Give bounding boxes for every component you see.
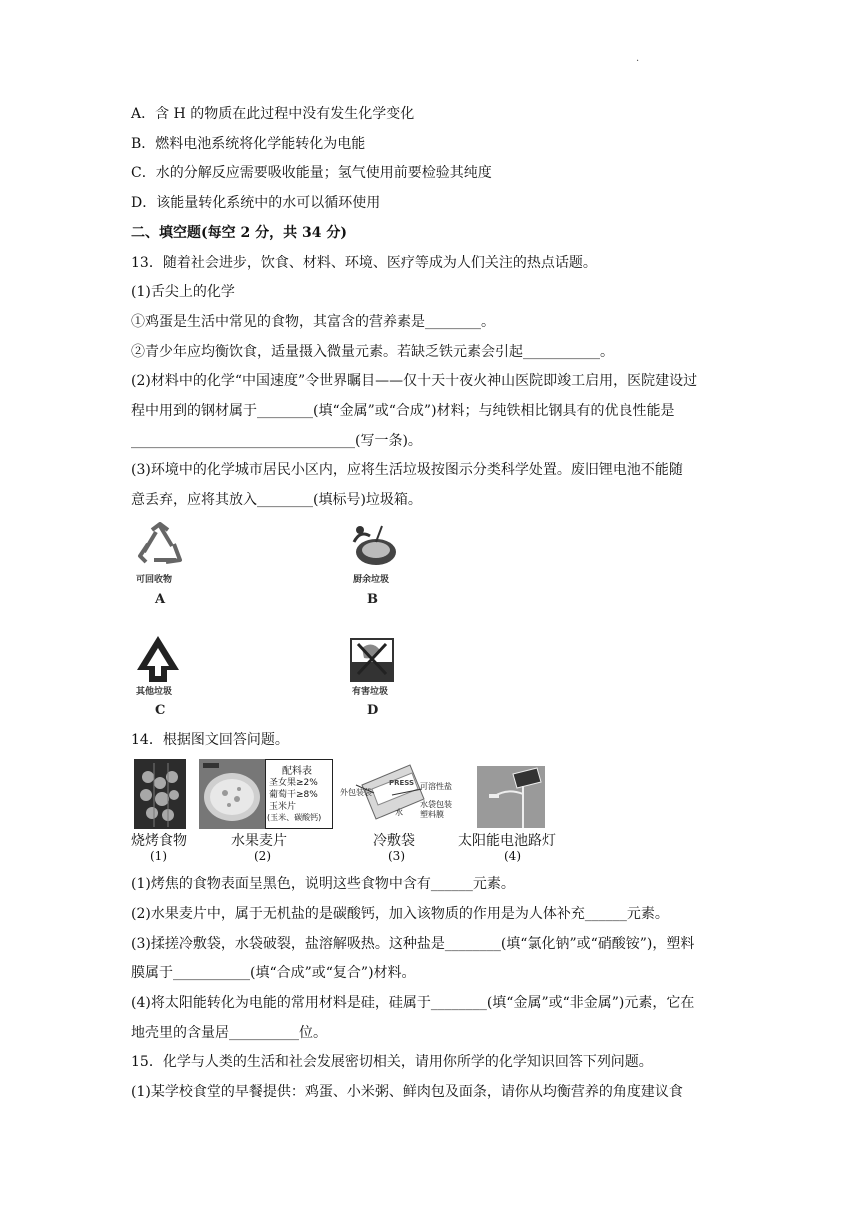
- q14-part4-l1: (4)将太阳能转化为电能的常用材料是硅，硅属于________(填“金属”或“非金属”)元素，它在: [131, 995, 695, 1011]
- bin-c-letter: C: [155, 703, 166, 718]
- cereal-photo: [199, 759, 265, 829]
- q14-part3-l2: 膜属于___________(填“合成”或“复合”)材料。: [131, 965, 416, 981]
- option-d: D．该能量转化系统中的水可以循环使用: [131, 195, 381, 211]
- solar-streetlight-photo: [477, 766, 545, 828]
- q14-part3-l1: (3)揉搓冷敷袋，水袋破裂，盐溶解吸热。这种盐是________(填“氯化钠”或“硝酸铵”)，塑料: [131, 936, 695, 952]
- q13-part1-a: ①鸡蛋是生活中常见的食物，其富含的营养素是________。: [131, 314, 495, 330]
- photo-caption-2: 水果麦片: [231, 833, 287, 849]
- cold-pack-diagram: [340, 759, 456, 829]
- q14-part2: (2)水果麦片中，属于无机盐的是碳酸钙，加入该物质的作用是为人体补充______元素。: [131, 906, 669, 922]
- ingredient-line2: 葡萄干≥8%: [269, 790, 318, 800]
- q14-stem: 14．根据图文回答问题。: [131, 732, 289, 748]
- recycle-icon: [134, 522, 186, 570]
- q13-part3-l1: (3)环境中的化学城市居民小区内，应将生活垃圾按图示分类科学处置。废旧锂电池不能随: [131, 462, 683, 478]
- bin-d-label: 有害垃圾: [352, 687, 389, 697]
- photo-num-2: (2): [254, 849, 271, 863]
- option-c: C．水的分解反应需要吸收能量；氢气使用前要检验其纯度: [131, 165, 492, 181]
- outer-bag-label: 外包装袋: [340, 788, 372, 797]
- q13-part3-l2: 意丢弃，应将其放入________(填标号)垃圾箱。: [131, 492, 422, 508]
- ingredient-label: [265, 759, 333, 829]
- q13-part2-l2: 程中用到的钢材属于________(填“金属”或“合成”)材料；与纯铁相比钢具有的优良性能是: [131, 403, 675, 419]
- salt-label: 可溶性盐: [420, 782, 452, 791]
- other-waste-icon: [133, 634, 183, 684]
- bin-a-label: 可回收物: [136, 575, 173, 585]
- q13-part2-l3: ________________________________(写一条)。: [131, 433, 422, 449]
- bbq-photo: [134, 759, 186, 829]
- bin-b-letter: B: [367, 592, 378, 607]
- q15-stem: 15．化学与人类的生活和社会发展密切相关，请用你所学的化学知识回答下列问题。: [131, 1054, 653, 1070]
- ingredient-line3: 玉米片: [269, 802, 297, 812]
- photo-num-1: (1): [150, 849, 167, 863]
- q15-part1: (1)某学校食堂的早餐提供：鸡蛋、小米粥、鲜肉包及面条，请你从均衡营养的角度建议食: [131, 1084, 683, 1100]
- photo-num-3: (3): [388, 849, 405, 863]
- photo-caption-4: 太阳能电池路灯: [458, 833, 556, 849]
- bin-a-letter: A: [155, 592, 166, 607]
- photo-caption-3: 冷敷袋: [373, 833, 415, 849]
- bin-b-label: 厨余垃圾: [353, 575, 390, 585]
- ingredient-line1: 圣女果≥2%: [269, 778, 318, 788]
- q13-part1: (1)舌尖上的化学: [131, 284, 235, 300]
- photo-caption-1: 烧烤食物: [131, 833, 187, 849]
- section-heading: 二、填空题(每空 2 分，共 34 分): [131, 225, 347, 241]
- kitchen-waste-icon: [346, 522, 402, 570]
- q14-part1: (1)烤焦的食物表面呈黑色，说明这些食物中含有______元素。: [131, 876, 515, 892]
- bin-d-letter: D: [367, 703, 379, 718]
- page-mark: ·: [636, 56, 640, 67]
- ingredient-title: 配料表: [282, 766, 312, 777]
- bin-c-label: 其他垃圾: [136, 687, 173, 697]
- option-a: A．含 H 的物质在此过程中没有发生化学变化: [131, 106, 415, 122]
- ingredient-line4: (玉米、碳酸钙): [267, 813, 322, 822]
- water-bag-label: 水袋包装: [420, 800, 452, 809]
- photo-num-4: (4): [504, 849, 521, 863]
- water-label: 水: [395, 808, 403, 817]
- q14-part4-l2: 地壳里的含量居__________位。: [131, 1025, 327, 1041]
- q13-part1-b: ②青少年应均衡饮食，适量摄入微量元素。若缺乏铁元素会引起___________。: [131, 344, 614, 360]
- hazardous-waste-icon: [350, 638, 394, 682]
- brand-label: PRESS: [389, 779, 415, 787]
- q13-part2-l1: (2)材料中的化学“中国速度”令世界瞩目——仅十天十夜火神山医院即竣工启用，医院建设过: [131, 373, 698, 389]
- film-label: 塑料膜: [420, 810, 444, 819]
- q13-stem: 13．随着社会进步，饮食、材料、环境、医疗等成为人们关注的热点话题。: [131, 255, 597, 271]
- option-b: B．燃料电池系统将化学能转化为电能: [131, 136, 366, 152]
